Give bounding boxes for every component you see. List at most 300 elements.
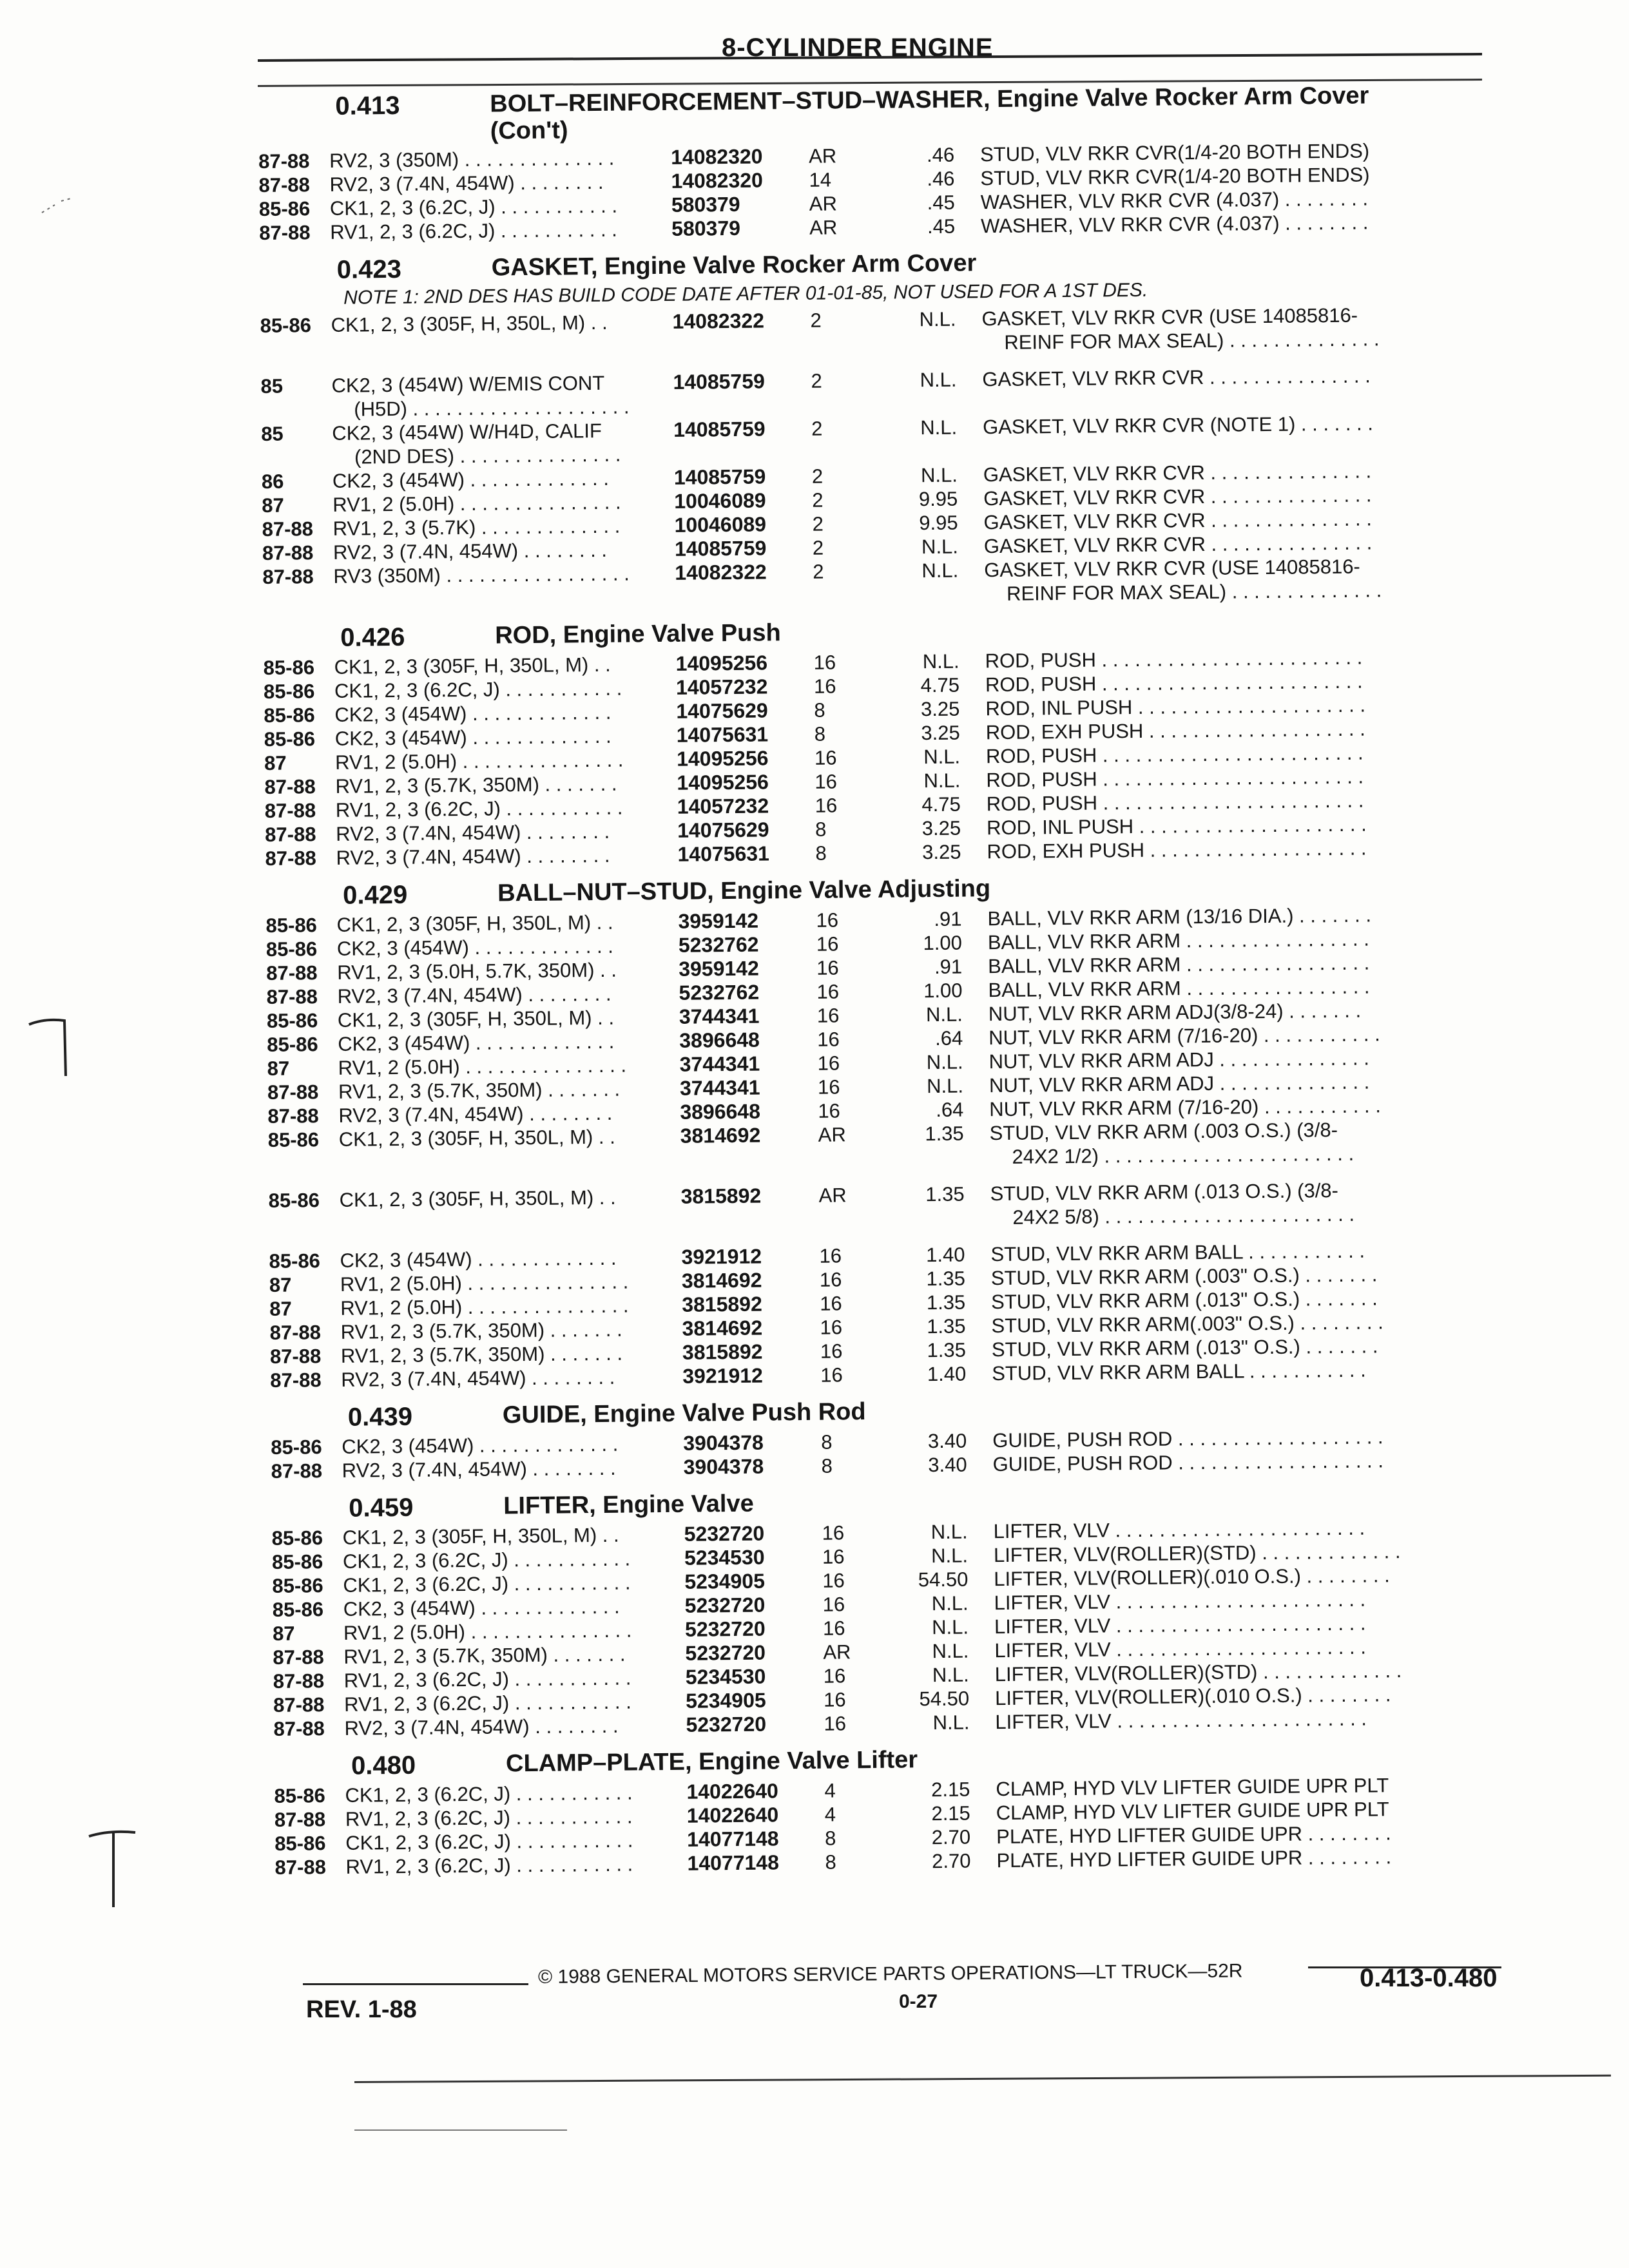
model-year: 85-86 — [271, 1436, 322, 1459]
quantity: 16 — [820, 1292, 842, 1315]
application: CK2, 3 (454W) . . . . . . . . . . . . . — [334, 724, 612, 750]
quantity: 16 — [822, 1521, 845, 1544]
description: LIFTER, VLV . . . . . . . . . . . . . . . . . . . . . . . — [995, 1707, 1367, 1734]
quantity: AR — [818, 1184, 847, 1207]
part-number: 5234530 — [685, 1664, 766, 1689]
price: 1.35 — [926, 1291, 966, 1314]
description: NUT, VLV RKR ARM ADJ . . . . . . . . . . . . . . — [988, 1046, 1370, 1073]
model-year: 87-88 — [273, 1717, 325, 1740]
section-title: GASKET, Engine Valve Rocker Arm Cover — [491, 249, 977, 282]
page-header-title: 8-CYLINDER ENGINE — [722, 34, 994, 62]
application: CK1, 2, 3 (305F, H, 350L, M) . . — [339, 1186, 616, 1211]
model-year: 85-86 — [263, 680, 315, 703]
part-number: 3904378 — [683, 1430, 764, 1455]
model-year: 87-88 — [264, 799, 316, 822]
description: ROD, PUSH . . . . . . . . . . . . . . . . . . . . . . . . — [986, 765, 1364, 792]
model-year: 87 — [267, 1057, 290, 1080]
description: ROD, EXH PUSH . . . . . . . . . . . . . . . . . . . . — [987, 836, 1367, 863]
part-number: 5232720 — [686, 1712, 767, 1736]
application: CK2, 3 (454W) . . . . . . . . . . . . . — [342, 1432, 619, 1458]
part-number: 10046089 — [674, 488, 766, 513]
model-year: 85-86 — [275, 1832, 326, 1855]
description: GASKET, VLV RKR CVR . . . . . . . . . . . . . . . — [983, 459, 1372, 486]
quantity: 16 — [820, 1340, 843, 1363]
application: CK1, 2, 3 (6.2C, J) . . . . . . . . . . . — [345, 1829, 633, 1854]
quantity: 2 — [813, 560, 824, 583]
section-number: 0.480 — [351, 1751, 416, 1780]
part-number: 10046089 — [674, 512, 767, 537]
price: .45 — [927, 191, 955, 215]
quantity: 8 — [821, 1430, 833, 1454]
price: N.L. — [923, 745, 961, 769]
quantity: 16 — [817, 1028, 840, 1051]
section-0.423 — [260, 244, 1513, 613]
model-year: 87-88 — [264, 775, 316, 798]
description: WASHER, VLV RKR CVR (4.037) . . . . . . . . — [980, 187, 1369, 214]
price: N.L. — [922, 649, 959, 673]
part-number: 3959142 — [679, 956, 759, 981]
part-number: 5234905 — [685, 1688, 766, 1713]
price: 1.40 — [925, 1243, 965, 1267]
description: NUT, VLV RKR ARM (7/16-20) . . . . . . . . . . . — [989, 1094, 1382, 1121]
application: RV1, 2, 3 (6.2C, J) . . . . . . . . . . . — [343, 1690, 631, 1716]
model-year: 87-88 — [266, 961, 318, 985]
section-0.429 — [265, 870, 1521, 1392]
price: N.L. — [920, 416, 958, 439]
part-row — [260, 302, 1510, 361]
description: GASKET, VLV RKR CVR (USE 14085816- REINF FOR MAX SEAL) . . . . . . . . . . . . . . — [981, 303, 1380, 354]
description: GASKET, VLV RKR CVR . . . . . . . . . . . . . . . — [982, 364, 1371, 391]
description: NUT, VLV RKR ARM (7/16-20) . . . . . . . . . . . — [988, 1023, 1380, 1050]
model-year: 87 — [269, 1297, 292, 1320]
description: ROD, INL PUSH . . . . . . . . . . . . . . . . . . . . . — [986, 812, 1367, 840]
section-0.426 — [263, 612, 1516, 870]
part-number: 3815892 — [682, 1292, 762, 1316]
application: CK2, 3 (454W) . . . . . . . . . . . . . — [343, 1595, 620, 1620]
description: GASKET, VLV RKR CVR (USE 14085816- REINF FOR MAX SEAL) . . . . . . . . . . . . . . — [984, 555, 1382, 606]
application: RV1, 2 (5.0H) . . . . . . . . . . . . . . . — [333, 490, 621, 516]
description: ROD, INL PUSH . . . . . . . . . . . . . . . . . . . . . — [985, 693, 1366, 720]
part-number: 14075631 — [676, 722, 769, 747]
description: GUIDE, PUSH ROD . . . . . . . . . . . . . . . . . . . — [992, 1449, 1384, 1476]
description: LIFTER, VLV(ROLLER)(.010 O.S.) . . . . . . . . — [994, 1564, 1390, 1591]
quantity: 16 — [818, 1099, 840, 1122]
application: CK1, 2, 3 (305F, H, 350L, M) . . — [342, 1523, 619, 1549]
description: STUD, VLV RKR ARM(.003" O.S.) . . . . . . . . — [991, 1311, 1383, 1338]
model-year: 87-88 — [274, 1808, 326, 1831]
part-number: 14095256 — [675, 651, 768, 675]
model-year: 87-88 — [273, 1669, 325, 1693]
price: 54.50 — [919, 1687, 970, 1711]
part-number: 3744341 — [679, 1052, 760, 1076]
description: STUD, VLV RKR ARM (.013" O.S.) . . . . . . . — [991, 1287, 1378, 1314]
part-number: 14082322 — [675, 560, 767, 584]
application: CK2, 3 (454W) . . . . . . . . . . . . . — [340, 1246, 617, 1272]
application: RV1, 2 (5.0H) . . . . . . . . . . . . . . . — [340, 1270, 629, 1296]
part-number: 14057232 — [675, 675, 768, 699]
part-row — [268, 1177, 1519, 1236]
price: N.L. — [926, 1050, 963, 1074]
description: LIFTER, VLV . . . . . . . . . . . . . . . . . . . . . . . — [994, 1588, 1366, 1615]
section-title: BOLT–REINFORCEMENT–STUD–WASHER, Engine Valve Rocker Arm Cover (Con't) — [490, 82, 1369, 145]
quantity: 16 — [816, 908, 839, 932]
price: 1.40 — [927, 1362, 967, 1386]
section-title: LIFTER, Engine Valve — [503, 1490, 754, 1520]
part-number: 14075629 — [676, 698, 768, 723]
part-number: 5232720 — [684, 1521, 765, 1546]
section-0.459 — [271, 1483, 1524, 1741]
scan-speck-mark — [39, 193, 77, 219]
quantity: 16 — [814, 746, 837, 769]
part-number: 3744341 — [679, 1075, 760, 1100]
part-number: 14022640 — [686, 1779, 779, 1803]
description: LIFTER, VLV . . . . . . . . . . . . . . . . . . . . . . . — [994, 1635, 1367, 1662]
quantity: 8 — [821, 1454, 833, 1477]
application: RV1, 2, 3 (6.2C, J) . . . . . . . . . . . — [345, 1805, 633, 1831]
description: LIFTER, VLV(ROLLER)(STD) . . . . . . . . . . . . . — [993, 1540, 1401, 1567]
quantity: AR — [823, 1640, 851, 1664]
part-number: 5232720 — [684, 1593, 766, 1617]
model-year: 85-86 — [260, 314, 312, 337]
model-year: 85-86 — [267, 1033, 318, 1056]
price: 1.00 — [923, 931, 963, 955]
application: RV2, 3 (7.4N, 454W) . . . . . . . . — [336, 843, 610, 869]
price: 4.75 — [921, 793, 961, 816]
model-year: 85-86 — [272, 1574, 323, 1597]
price: N.L. — [926, 1074, 964, 1098]
application: RV1, 2, 3 (5.7K, 350M) . . . . . . . — [338, 1077, 621, 1103]
model-year: 85-86 — [271, 1526, 323, 1550]
quantity: 16 — [822, 1569, 845, 1592]
part-number: 3896648 — [679, 1028, 760, 1052]
section-0.439 — [271, 1392, 1521, 1483]
application: CK2, 3 (454W) . . . . . . . . . . . . . — [338, 1030, 615, 1055]
part-number: 5232762 — [678, 932, 759, 957]
quantity: 2 — [812, 536, 824, 559]
price: 54.50 — [918, 1568, 969, 1591]
section-number: 0.429 — [342, 880, 408, 910]
price: 1.00 — [923, 979, 963, 1003]
part-number: 5232720 — [685, 1640, 766, 1665]
description: STUD, VLV RKR ARM (.003 O.S.) (3/8- 24X2 1/2) . . . . . . . . . . . . . . . . . . . . . . . — [989, 1118, 1354, 1169]
price: N.L. — [919, 307, 956, 331]
price: N.L. — [920, 463, 958, 487]
section-number: 0.459 — [349, 1493, 414, 1523]
price: N.L. — [921, 535, 959, 559]
model-year: 85-86 — [263, 656, 315, 679]
description: STUD, VLV RKR ARM (.013 O.S.) (3/8- 24X2 5/8) . . . . . . . . . . . . . . . . . . . . . . . — [990, 1178, 1355, 1229]
description: ROD, PUSH . . . . . . . . . . . . . . . . . . . . . . . . — [986, 789, 1364, 816]
description: PLATE, HYD LIFTER GUIDE UPR . . . . . . . . — [996, 1845, 1392, 1872]
model-year: 87-88 — [275, 1856, 327, 1879]
price: 3.25 — [921, 721, 960, 745]
part-number: 580379 — [671, 216, 741, 240]
application: CK1, 2, 3 (305F, H, 350L, M) . . — [331, 311, 608, 336]
footer-section-range: 0.413-0.480 — [1360, 1964, 1498, 1992]
price: .46 — [927, 167, 955, 191]
description: LIFTER, VLV . . . . . . . . . . . . . . . . . . . . . . . — [993, 1516, 1365, 1543]
model-year: 87-88 — [271, 1459, 323, 1483]
price: 9.95 — [919, 511, 958, 535]
model-year: 87-88 — [265, 823, 316, 846]
model-year: 87-88 — [273, 1693, 325, 1716]
price: 2.15 — [930, 1778, 970, 1802]
quantity: 16 — [813, 675, 836, 698]
description: LIFTER, VLV(ROLLER)(STD) . . . . . . . . . . . . . — [994, 1659, 1402, 1686]
quantity: 16 — [822, 1545, 845, 1568]
description: LIFTER, VLV(ROLLER)(.010 O.S.) . . . . . . . . — [994, 1683, 1391, 1710]
application: RV1, 2, 3 (5.7K, 350M) . . . . . . . — [343, 1642, 626, 1668]
model-year: 85 — [260, 374, 284, 398]
model-year: 85-86 — [274, 1784, 325, 1807]
model-year: 85-86 — [265, 937, 318, 961]
quantity: 14 — [809, 168, 832, 191]
application: RV1, 2 (5.0H) . . . . . . . . . . . . . . . — [340, 1294, 629, 1320]
model-year: 85-86 — [266, 1009, 318, 1032]
price: .64 — [934, 1026, 963, 1050]
part-number: 5232762 — [679, 980, 760, 1004]
part-number: 3904378 — [683, 1454, 764, 1479]
part-number: 3921912 — [682, 1363, 764, 1388]
description: STUD, VLV RKR ARM (.013" O.S.) . . . . . . . — [991, 1334, 1378, 1361]
model-year: 87-88 — [259, 221, 311, 244]
description: STUD, VLV RKR ARM (.003" O.S.) . . . . . . . — [990, 1263, 1378, 1290]
price: 3.25 — [920, 697, 960, 721]
quantity: 8 — [825, 1850, 836, 1874]
part-number: 3815892 — [682, 1340, 763, 1364]
application: RV1, 2 (5.0H) . . . . . . . . . . . . . . . — [334, 748, 624, 774]
application: RV2, 3 (7.4N, 454W) . . . . . . . . — [342, 1456, 616, 1482]
footer-page-number: 0-27 — [899, 1991, 938, 2012]
section-number: 0.413 — [335, 91, 400, 120]
quantity: 4 — [824, 1779, 836, 1802]
parts-catalog-content — [258, 72, 1525, 1890]
part-number: 5234530 — [684, 1545, 765, 1570]
price: 2.70 — [932, 1849, 971, 1873]
description: GASKET, VLV RKR CVR . . . . . . . . . . . . . . . — [983, 507, 1373, 534]
quantity: 16 — [823, 1664, 846, 1687]
application: RV1, 2 (5.0H) . . . . . . . . . . . . . . . — [343, 1619, 632, 1644]
quantity: 16 — [816, 1004, 840, 1027]
footer-revision: REV. 1-88 — [306, 1996, 417, 2023]
model-year: 85-86 — [271, 1550, 323, 1573]
price: .45 — [927, 215, 956, 238]
part-number: 14095256 — [677, 770, 769, 794]
quantity: 2 — [812, 512, 824, 535]
price: .64 — [936, 1098, 964, 1121]
quantity: 16 — [819, 1268, 842, 1291]
description: BALL, VLV RKR ARM . . . . . . . . . . . . . . . . . — [988, 951, 1370, 978]
application: CK1, 2, 3 (305F, H, 350L, M) . . — [338, 1125, 615, 1151]
application: CK1, 2, 3 (305F, H, 350L, M) . . — [336, 910, 613, 936]
model-year: 87 — [262, 494, 284, 517]
description: STUD, VLV RKR ARM BALL . . . . . . . . . . . — [992, 1358, 1366, 1385]
part-number: 14075629 — [677, 818, 769, 842]
bottom-rule — [354, 2075, 1611, 2083]
application: RV1, 2, 3 (5.7K, 350M) . . . . . . . — [340, 1341, 623, 1367]
price: 2.15 — [931, 1802, 970, 1825]
price: 3.25 — [921, 816, 961, 840]
application: RV2, 3 (350M) . . . . . . . . . . . . . . — [329, 146, 615, 172]
part-number: 3896648 — [680, 1099, 761, 1124]
part-number: 580379 — [671, 192, 740, 216]
part-number: 14085759 — [674, 536, 767, 561]
quantity: 16 — [816, 956, 839, 979]
price: N.L. — [932, 1663, 969, 1687]
section-title: GUIDE, Engine Valve Push Rod — [502, 1398, 866, 1429]
application: CK1, 2, 3 (6.2C, J) . . . . . . . . . . . — [329, 194, 618, 220]
section-number: 0.439 — [347, 1402, 413, 1432]
model-year: 87-88 — [262, 541, 314, 564]
part-number: 5234905 — [684, 1569, 766, 1593]
price: 2.70 — [931, 1825, 971, 1849]
description: GASKET, VLV RKR CVR . . . . . . . . . . . . . . . — [983, 531, 1373, 558]
model-year: 87-88 — [262, 565, 314, 588]
quantity: 16 — [824, 1712, 847, 1735]
model-year: 87 — [269, 1273, 292, 1296]
model-year: 87-88 — [258, 173, 310, 197]
model-year: 87-88 — [267, 1081, 319, 1104]
model-year: 85-86 — [264, 727, 316, 751]
application: CK1, 2, 3 (305F, H, 350L, M) . . — [337, 1006, 615, 1032]
quantity: 8 — [825, 1827, 836, 1850]
description: GASKET, VLV RKR CVR . . . . . . . . . . . . . . . — [983, 483, 1372, 510]
part-number: 3814692 — [680, 1123, 761, 1148]
quantity: 16 — [815, 794, 838, 817]
application: RV1, 2, 3 (5.7K, 350M) . . . . . . . — [335, 772, 617, 798]
scan-tee-mark — [84, 1823, 142, 1914]
part-number: 14082322 — [672, 309, 765, 333]
price: .91 — [934, 955, 963, 978]
model-year: 87-88 — [270, 1369, 322, 1392]
application: RV1, 2, 3 (5.7K, 350M) . . . . . . . — [340, 1318, 622, 1343]
quantity: 2 — [811, 417, 823, 440]
part-number: 5232720 — [684, 1617, 766, 1641]
quantity: 2 — [811, 369, 822, 392]
part-number: 14085759 — [673, 369, 766, 394]
description: ROD, PUSH . . . . . . . . . . . . . . . . . . . . . . . . — [985, 741, 1364, 768]
quantity: AR — [808, 144, 837, 168]
quantity: 4 — [824, 1803, 836, 1826]
price: 1.35 — [925, 1182, 965, 1206]
part-number: 14082320 — [670, 144, 763, 169]
quantity: 16 — [817, 1052, 840, 1075]
model-year: 85-86 — [272, 1598, 324, 1621]
description: GUIDE, PUSH ROD . . . . . . . . . . . . . . . . . . . — [992, 1425, 1383, 1452]
section-heading — [258, 81, 1509, 147]
application: RV1, 2, 3 (6.2C, J) . . . . . . . . . . . — [330, 218, 617, 244]
model-year: 85 — [261, 422, 284, 445]
price: 1.35 — [927, 1338, 967, 1362]
section-0.480 — [274, 1740, 1525, 1879]
description: NUT, VLV RKR ARM ADJ . . . . . . . . . . . . . . — [988, 1070, 1370, 1097]
part-number: 14022640 — [686, 1803, 779, 1827]
description: ROD, EXH PUSH . . . . . . . . . . . . . . . . . . . . — [985, 717, 1365, 744]
part-number: 14077148 — [687, 1850, 780, 1875]
application: RV3 (350M) . . . . . . . . . . . . . . . . . — [333, 562, 630, 588]
quantity: 16 — [816, 980, 840, 1003]
quantity: 16 — [822, 1617, 845, 1640]
description: GASKET, VLV RKR CVR (NOTE 1) . . . . . . . — [982, 412, 1374, 439]
model-year: 87-88 — [267, 1104, 319, 1128]
quantity: 8 — [814, 698, 825, 722]
quantity: AR — [809, 216, 838, 239]
description: LIFTER, VLV . . . . . . . . . . . . . . . . . . . . . . . — [994, 1611, 1366, 1639]
quantity: AR — [809, 192, 838, 215]
description: STUD, VLV RKR ARM BALL . . . . . . . . . . . — [990, 1239, 1365, 1266]
quantity: AR — [818, 1123, 846, 1146]
price: 9.95 — [918, 487, 958, 511]
quantity: 16 — [819, 1244, 842, 1267]
description: CLAMP, HYD VLV LIFTER GUIDE UPR PLT — [996, 1774, 1389, 1801]
application: RV1, 2, 3 (5.0H, 5.7K, 350M) . . — [337, 958, 617, 984]
price: 3.40 — [927, 1429, 967, 1453]
section-title: CLAMP–PLATE, Engine Valve Lifter — [505, 1746, 918, 1778]
quantity: 2 — [812, 488, 824, 512]
price: N.L. — [921, 559, 959, 582]
part-number: 14085759 — [673, 465, 766, 489]
part-number: 3921912 — [681, 1244, 762, 1269]
price: 4.75 — [920, 673, 960, 697]
description: NUT, VLV RKR ARM ADJ(3/8-24) . . . . . . . — [988, 999, 1362, 1026]
footer-rule-left — [303, 1983, 528, 1985]
part-number: 3744341 — [679, 1004, 760, 1028]
part-number: 14075631 — [677, 841, 770, 866]
model-year: 87-88 — [269, 1345, 322, 1368]
model-year: 87-88 — [258, 149, 310, 173]
part-number: 14077148 — [687, 1827, 779, 1851]
application: CK2, 3 (454W) . . . . . . . . . . . . . — [332, 466, 610, 492]
quantity: 16 — [822, 1593, 845, 1616]
part-number: 3814692 — [681, 1268, 762, 1293]
model-year: 87-88 — [273, 1646, 324, 1669]
model-year: 85-86 — [267, 1128, 320, 1151]
application: RV1, 2, 3 (6.2C, J) . . . . . . . . . . . — [343, 1666, 631, 1692]
application: RV1, 2, 3 (6.2C, J) . . . . . . . . . . . — [335, 796, 623, 822]
description: ROD, PUSH . . . . . . . . . . . . . . . . . . . . . . . . — [985, 669, 1363, 697]
price: N.L. — [932, 1639, 969, 1663]
section-number: 0.426 — [340, 622, 405, 652]
price: 1.35 — [927, 1314, 966, 1338]
application: RV2, 3 (7.4N, 454W) . . . . . . . . — [337, 982, 612, 1008]
description: BALL, VLV RKR ARM (13/16 DIA.) . . . . . . . — [987, 903, 1372, 930]
quantity: 2 — [811, 465, 824, 488]
price: N.L. — [923, 769, 961, 793]
description: WASHER, VLV RKR CVR (4.037) . . . . . . . . — [981, 211, 1369, 238]
model-year: 85-86 — [265, 914, 318, 937]
part-number: 14082320 — [671, 168, 764, 193]
description: BALL, VLV RKR ARM . . . . . . . . . . . . . . . . . — [988, 975, 1370, 1002]
application: CK2, 3 (454W) W/H4D, CALIF (2ND DES) . . . . . . . . . . . . . . . — [332, 419, 621, 468]
application: CK1, 2, 3 (6.2C, J) . . . . . . . . . . . — [343, 1571, 631, 1597]
description: STUD, VLV RKR CVR(1/4-20 BOTH ENDS) — [980, 163, 1370, 190]
price: .46 — [926, 143, 955, 167]
description: STUD, VLV RKR CVR(1/4-20 BOTH ENDS) — [979, 139, 1370, 166]
model-year: 85-86 — [268, 1189, 320, 1212]
application: RV1, 2, 3 (5.7K) . . . . . . . . . . . . . — [333, 514, 621, 540]
quantity: 16 — [823, 1688, 846, 1711]
part-number: 14085759 — [673, 417, 766, 441]
application: CK2, 3 (454W) . . . . . . . . . . . . . — [336, 934, 613, 960]
model-year: 87-88 — [269, 1321, 322, 1344]
quantity: 8 — [815, 841, 827, 865]
scan-bracket-mark — [26, 1012, 77, 1082]
price: N.L. — [930, 1520, 968, 1544]
part-number: 3815892 — [680, 1184, 762, 1208]
price: 3.40 — [928, 1453, 967, 1477]
quantity: 16 — [816, 932, 839, 956]
application: RV2, 3 (7.4N, 454W) . . . . . . . . — [344, 1714, 619, 1740]
